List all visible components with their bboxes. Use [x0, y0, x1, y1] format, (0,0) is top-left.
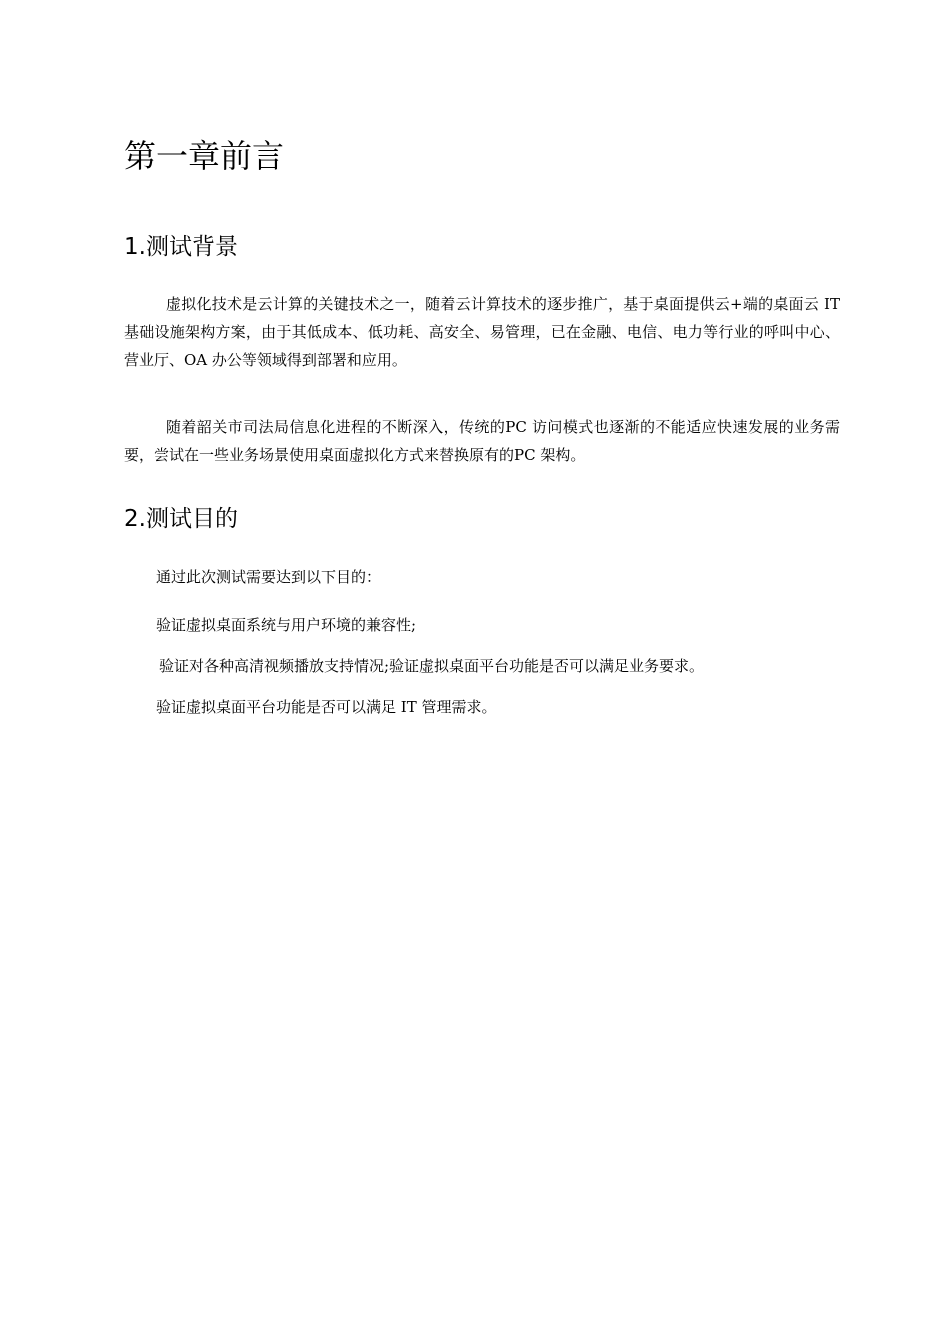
purpose-item-compatibility: 验证虚拟桌面系统与用户环境的兼容性;: [156, 616, 417, 634]
background-paragraph-2: 随着韶关市司法局信息化进程的不断深入，传统的PC 访问模式也逐渐的不能适应快速发展的业务需要，尝试在一些业务场景使用桌面虚拟化方式来替换原有的PC 架构。: [124, 418, 840, 464]
section-title-test-background: 1.测试背景: [124, 234, 238, 260]
chapter-title: 第一章前言: [124, 137, 285, 175]
purpose-item-it-management: 验证虚拟桌面平台功能是否可以满足 IT 管理需求。: [156, 698, 497, 716]
background-paragraph-1: 虚拟化技术是云计算的关键技术之一，随着云计算技术的逐步推广，基于桌面提供云+端的桌面云 IT 基础设施架构方案，由于其低成本、低功耗、高安全、易管理，已在金融、电信、电力等行业的呼叫中心、营业厅、OA 办公等领域得到部署和应用。: [124, 295, 840, 369]
purpose-intro: 通过此次测试需要达到以下目的：: [156, 568, 382, 586]
purpose-item-video-playback: 验证对各种高清视频播放支持情况;验证虚拟桌面平台功能是否可以满足业务要求。: [159, 657, 705, 675]
section-title-test-purpose: 2.测试目的: [124, 506, 238, 532]
